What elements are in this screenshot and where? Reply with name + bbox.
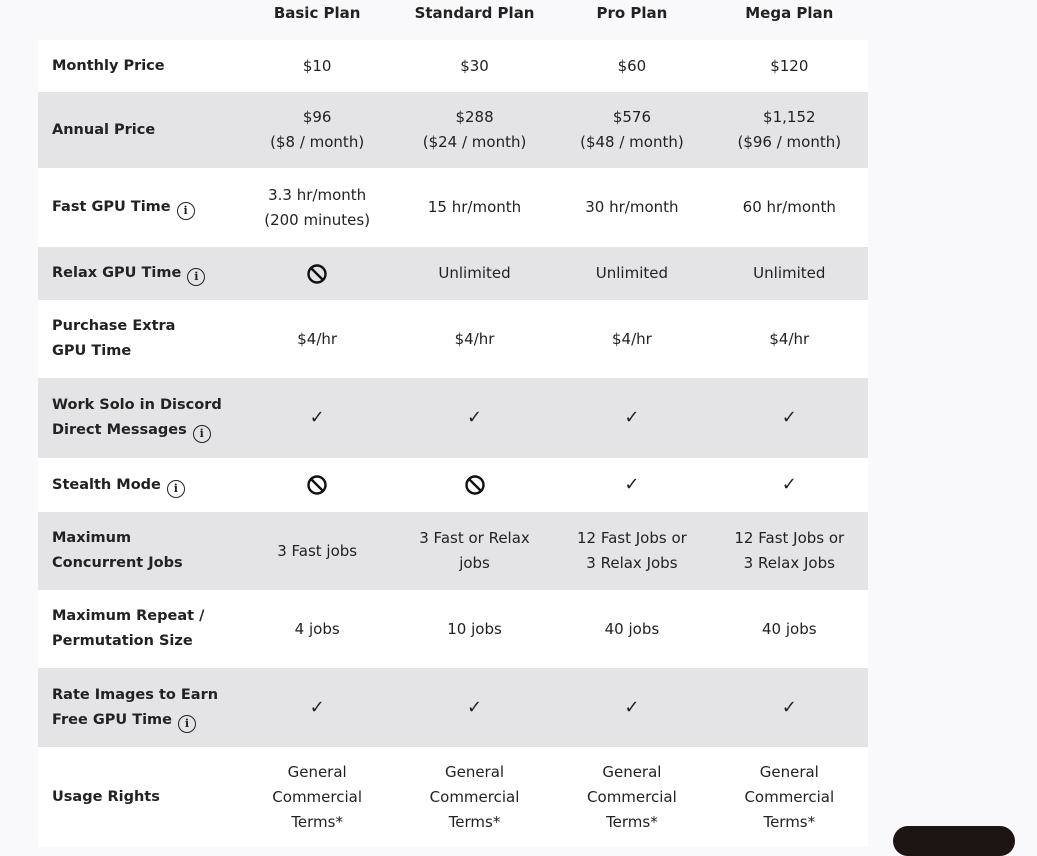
cell-text: $4/hr — [297, 329, 338, 348]
cell-text: 12 Fast Jobs or — [734, 529, 845, 547]
plan-cell — [553, 247, 710, 300]
table-row — [38, 458, 868, 512]
plan-comparison-table — [38, 0, 868, 847]
cell-text: $1,152 — [763, 108, 816, 126]
cell-text: 40 jobs — [604, 619, 660, 638]
cell-text: $4/hr — [611, 329, 652, 348]
cell-text: jobs — [459, 554, 490, 572]
plan-cell — [711, 512, 868, 590]
table-row — [38, 747, 868, 847]
plan-cell — [711, 590, 868, 668]
plan-cell — [396, 92, 553, 168]
plan-cell — [238, 590, 395, 668]
cell-text: Unlimited — [595, 264, 669, 282]
cell-text: General — [444, 762, 505, 781]
table-row — [38, 378, 868, 458]
plan-header: Basic Plan — [238, 0, 395, 40]
plan-cell — [238, 458, 395, 512]
cell-text: $288 — [455, 108, 494, 126]
not-included-icon — [307, 264, 327, 284]
plan-cell — [396, 40, 553, 92]
plan-cell — [711, 747, 868, 847]
row-label — [38, 458, 238, 512]
plan-header: Standard Plan — [396, 0, 553, 40]
cell-text: ($48 / month) — [580, 133, 684, 151]
cell-text: General — [602, 762, 662, 781]
table-row — [38, 40, 868, 92]
row-label-text: Maximum — [52, 530, 132, 546]
row-label — [38, 300, 238, 378]
row-label-text: Monthly Price — [52, 57, 165, 74]
plan-cell — [396, 458, 553, 512]
table-row — [38, 668, 868, 747]
plan-cell — [553, 668, 710, 747]
row-label-text: Relax GPU Time — [52, 265, 182, 281]
plan-cell — [711, 378, 868, 458]
cell-text: Commercial — [429, 787, 520, 806]
plan-cell — [238, 168, 395, 247]
not-included-icon — [465, 475, 485, 495]
plan-cell — [711, 40, 868, 92]
cell-text: 60 hr/month — [742, 198, 836, 216]
cell-text: 30 hr/month — [585, 198, 679, 216]
row-label — [38, 378, 238, 458]
info-icon[interactable]: i — [178, 715, 196, 733]
info-icon[interactable]: i — [187, 268, 205, 286]
check-icon: ✓ — [466, 407, 483, 428]
row-label-text: Annual Price — [52, 121, 156, 138]
cell-text: (200 minutes) — [264, 210, 371, 229]
table-row — [38, 590, 868, 668]
table-row — [38, 300, 868, 378]
plan-cell — [553, 378, 710, 458]
plan-cell — [238, 747, 395, 847]
row-label-text: Stealth Mode — [52, 476, 161, 493]
plan-cell — [238, 40, 395, 92]
row-label — [38, 168, 238, 247]
not-included-icon — [307, 475, 327, 495]
plan-cell — [396, 512, 553, 590]
row-label-text: Free GPU Time — [52, 711, 173, 728]
cell-text: 3 Relax Jobs — [586, 554, 678, 572]
cell-text: $4/hr — [454, 329, 495, 348]
plan-cell — [553, 747, 710, 847]
plan-cell — [396, 668, 553, 747]
row-label — [38, 512, 238, 590]
cell-text: Terms* — [291, 812, 343, 831]
row-label-text: Concurrent Jobs — [52, 555, 183, 571]
check-icon: ✓ — [624, 407, 640, 428]
cell-text: ($24 / month) — [422, 133, 527, 151]
plan-cell — [553, 92, 710, 168]
row-label-text: Work Solo in Discord — [52, 397, 222, 413]
cell-text: General — [759, 762, 819, 781]
header-spacer — [38, 0, 238, 40]
plan-cell — [553, 40, 710, 92]
row-label — [38, 247, 238, 300]
row-label-text: Permutation Size — [52, 633, 193, 649]
plan-cell — [711, 92, 868, 168]
row-label-text: Maximum Repeat / — [52, 608, 205, 624]
check-icon: ✓ — [781, 474, 797, 495]
cell-text: 4 jobs — [294, 619, 340, 638]
cell-text: Unlimited — [753, 264, 826, 282]
cell-text: 12 Fast Jobs or — [577, 529, 687, 547]
plan-cell — [711, 168, 868, 247]
plan-cell — [238, 668, 395, 747]
check-icon: ✓ — [781, 407, 797, 428]
plan-cell — [553, 512, 710, 590]
plan-cell — [396, 300, 553, 378]
cell-text: Commercial — [587, 787, 677, 806]
row-label-text: Rate Images to Earn — [52, 686, 219, 703]
cell-text: Terms* — [606, 812, 658, 831]
table-row — [38, 168, 868, 247]
table-row — [38, 247, 868, 300]
plan-header: Pro Plan — [553, 0, 710, 40]
cell-text: $120 — [770, 56, 809, 75]
info-icon[interactable]: i — [167, 480, 185, 498]
row-label-text: GPU Time — [52, 343, 132, 359]
cell-text: 10 jobs — [447, 619, 502, 638]
cell-text: Unlimited — [438, 264, 511, 282]
cell-text: Commercial — [744, 787, 835, 806]
check-icon: ✓ — [309, 407, 325, 428]
cell-text: $4/hr — [769, 329, 810, 348]
plan-cell — [396, 247, 553, 300]
row-label — [38, 92, 238, 168]
row-label — [38, 590, 238, 668]
plan-cell — [238, 92, 395, 168]
cell-text: $30 — [460, 56, 489, 75]
plan-cell — [711, 247, 868, 300]
cell-text: Terms* — [763, 812, 816, 831]
cell-text: 15 hr/month — [427, 198, 522, 216]
row-label-text: Direct Messages — [52, 422, 187, 438]
row-label — [38, 668, 238, 747]
cell-text: Commercial — [272, 787, 363, 806]
table-row — [38, 512, 868, 590]
plan-cell — [396, 747, 553, 847]
plan-cell — [711, 668, 868, 747]
row-label — [38, 40, 238, 92]
table-row — [38, 92, 868, 168]
row-label — [38, 747, 238, 847]
plan-cell — [553, 458, 710, 512]
info-icon[interactable]: i — [193, 425, 211, 443]
plan-cell — [238, 247, 395, 300]
check-icon: ✓ — [466, 696, 483, 718]
check-icon: ✓ — [624, 696, 640, 718]
cell-text: 3.3 hr/month — [268, 185, 367, 204]
cell-text: $96 — [302, 108, 332, 126]
cell-text: 3 Fast jobs — [277, 541, 358, 560]
check-icon: ✓ — [624, 474, 640, 495]
row-label-text: Usage Rights — [52, 788, 160, 805]
plan-cell — [396, 168, 553, 247]
row-label-text: Fast GPU Time — [52, 199, 171, 215]
plan-cell — [711, 458, 868, 512]
info-icon[interactable]: i — [177, 202, 195, 220]
cell-text: $60 — [617, 56, 647, 75]
plan-cell — [396, 590, 553, 668]
plan-cell — [238, 300, 395, 378]
plan-header: Mega Plan — [711, 0, 868, 40]
cell-text: 3 Fast or Relax — [419, 529, 530, 547]
cell-text: General — [287, 762, 347, 781]
plan-cell — [238, 378, 395, 458]
row-label-text: Purchase Extra — [52, 318, 176, 334]
cell-text: ($96 / month) — [737, 133, 842, 151]
plan-cell — [396, 378, 553, 458]
cell-text: 40 jobs — [762, 619, 817, 638]
plan-cell — [553, 168, 710, 247]
plan-cell — [553, 590, 710, 668]
floating-button[interactable] — [893, 826, 1015, 856]
check-icon: ✓ — [309, 696, 325, 718]
cell-text: Terms* — [448, 812, 501, 831]
cell-text: $10 — [302, 56, 332, 75]
plan-cell — [553, 300, 710, 378]
cell-text: 3 Relax Jobs — [743, 554, 835, 572]
cell-text: $576 — [612, 108, 651, 126]
plan-cell — [238, 512, 395, 590]
plan-cell — [711, 300, 868, 378]
check-icon: ✓ — [781, 696, 797, 718]
cell-text: ($8 / month) — [270, 133, 365, 151]
